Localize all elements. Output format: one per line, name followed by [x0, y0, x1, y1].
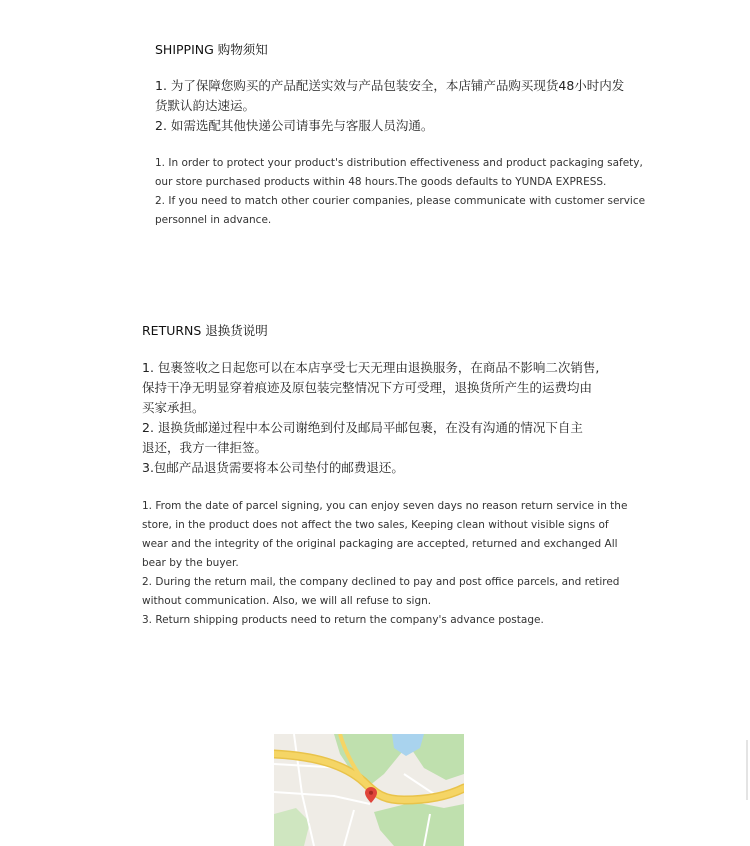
returns-en-line: without communication. Also, we will all refuse to sign.: [142, 595, 432, 607]
shipping-en-line: our store purchased products within 48 hours.The goods defaults to YUNDA EXPRESS.: [155, 176, 607, 188]
returns-cn-text: [142, 358, 599, 478]
returns-en-line: store, in the product does not affect the two sales, Keeping clean without visible signs of: [142, 519, 609, 531]
shipping-cn-line: 货默认韵达速运。: [155, 98, 256, 113]
map-thumbnail[interactable]: [274, 734, 464, 846]
shipping-en-text: [155, 154, 645, 230]
returns-en-line: bear by the buyer.: [142, 557, 239, 569]
shipping-heading: SHIPPING 购物须知: [155, 42, 268, 57]
returns-cn-line: 买家承担。: [142, 400, 205, 415]
shipping-cn-text: [155, 76, 624, 136]
shipping-en-line: personnel in advance.: [155, 214, 272, 226]
returns-en-line: wear and the integrity of the original packaging are accepted, returned and exchanged All: [142, 538, 618, 550]
returns-cn-line: 1. 包裹签收之日起您可以在本店享受七天无理由退换服务，在商品不影响二次销售,: [142, 360, 600, 375]
page-edge-divider: [746, 740, 748, 800]
shipping-en-line: 1. In order to protect your product's distribution effectiveness and product packaging safety,: [155, 157, 643, 169]
shipping-cn-line: 2. 如需选配其他快递公司请事先与客服人员沟通。: [155, 118, 434, 133]
returns-en-line: 3. Return shipping products need to return the company's advance postage.: [142, 614, 544, 626]
returns-cn-line: 保持干净无明显穿着痕迹及原包装完整情况下方可受理，退换货所产生的运费均由: [142, 380, 593, 395]
returns-cn-line: 3.包邮产品退货需要将本公司垫付的邮费退还。: [142, 460, 404, 475]
returns-heading: RETURNS 退换货说明: [142, 323, 268, 338]
returns-en-line: 2. During the return mail, the company declined to pay and post office parcels, and retired: [142, 576, 620, 588]
shipping-cn-line: 1. 为了保障您购买的产品配送实效与产品包装安全，本店铺产品购买现货48小时内发: [155, 78, 625, 93]
returns-en-line: 1. From the date of parcel signing, you can enjoy seven days no reason return service in the: [142, 500, 628, 512]
map-pin-icon[interactable]: [365, 787, 377, 803]
shipping-en-line: 2. If you need to match other courier companies, please communicate with customer service: [155, 195, 646, 207]
returns-cn-line: 退还，我方一律拒签。: [142, 440, 268, 455]
returns-cn-line: 2. 退换货邮递过程中本公司谢绝到付及邮局平邮包裹，在没有沟通的情况下自主: [142, 420, 583, 435]
returns-en-text: [142, 497, 627, 630]
